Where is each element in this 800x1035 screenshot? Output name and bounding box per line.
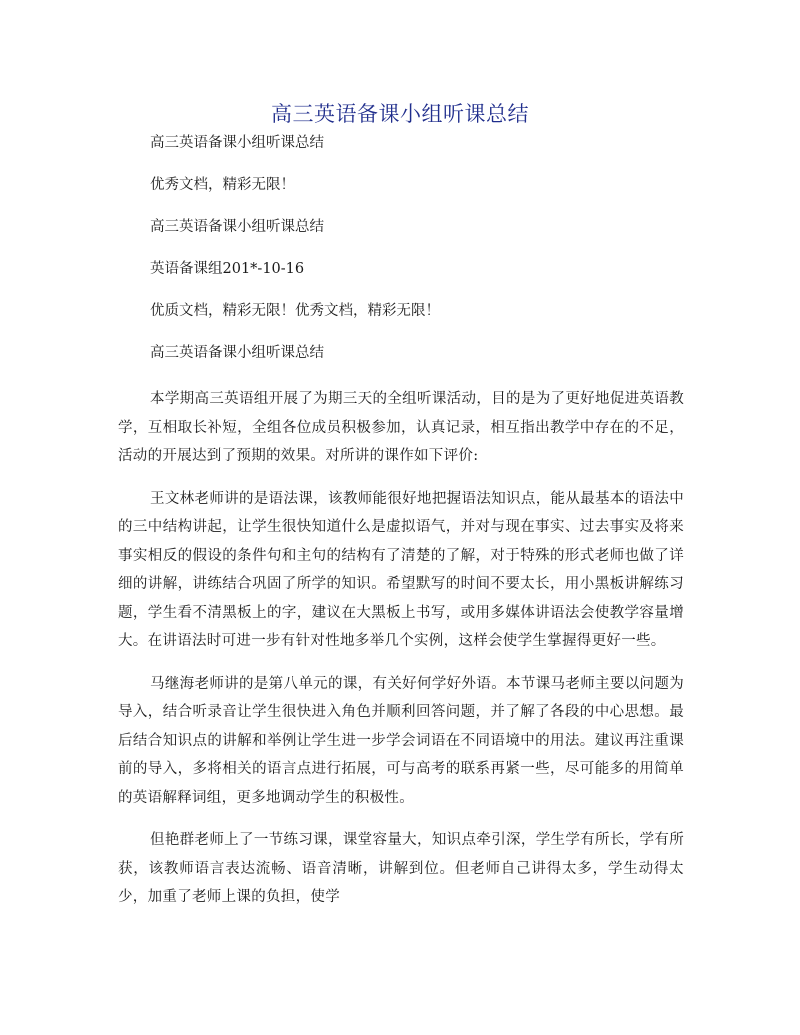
paragraph: 但艳群老师上了一节练习课，课堂容量大，知识点牵引深，学生学有所长，学有所获，该教师语言表达流畅、语音清晰，讲解到位。但老师自己讲得太多，学生动得太少，加重了老师上课的负担，使学 [118, 832, 684, 905]
header-line: 高三英语备课小组听课总结 [150, 345, 324, 361]
document-body [118, 133, 684, 926]
header-line: 高三英语备课小组听课总结 [150, 135, 324, 151]
header-line: 高三英语备课小组听课总结 [150, 219, 324, 235]
paragraph: 马继海老师讲的是第八单元的课，有关好何学好外语。本节课马老师主要以问题为导入，结合听录音让学生很快进入角色并顺利回答问题，并了解了各段的中心思想。最后结合知识点的讲解和举例让学生进一步学会词语在不同语境中的用法。建议再注重课前的导入，多将相关的语言点进行拓展，可与高考的联系再紧一些，尽可能多的用简单的英语解释词组，更多地调动学生的积极性。 [118, 675, 684, 806]
paragraph: 王文林老师讲的是语法课，该教师能很好地把握语法知识点，能从最基本的语法中的三中结构讲起，让学生很快知道什么是虚拟语气，并对与现在事实、过去事实及将来事实相反的假设的条件句和主句的结构有了清楚的了解，对于特殊的形式老师也做了详细的讲解，讲练结合巩固了所学的知识。希望默写的时间不要太长，用小黑板讲解练习题，学生看不清黑板上的字，建议在大黑板上书写，或用多媒体讲语法会使教学容量增大。在讲语法时可进一步有针对性地多举几个实例，这样会使学生掌握得更好一些。 [118, 490, 684, 649]
header-line: 优质文档，精彩无限！优秀文档，精彩无限！ [150, 303, 440, 319]
header-line: 优秀文档，精彩无限！ [150, 177, 295, 193]
header-line: 英语备课组201*-10-16 [150, 261, 305, 277]
paragraph: 本学期高三英语组开展了为期三天的全组听课活动，目的是为了更好地促进英语教学，互相取长补短，全组各位成员积极参加，认真记录，相互指出教学中存在的不足，活动的开展达到了预期的效果。对所讲的课作如下评价: [118, 391, 684, 464]
document-title: 高三英语备课小组听课总结 [271, 102, 529, 126]
